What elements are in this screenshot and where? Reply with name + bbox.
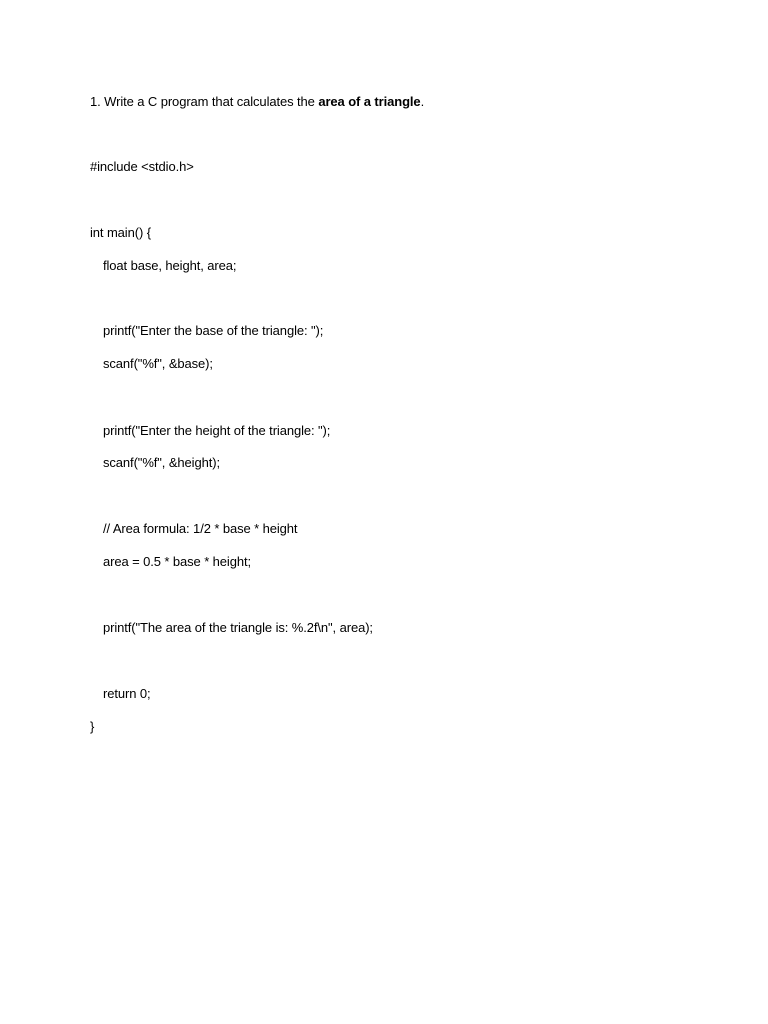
- code-line-printf-base: printf("Enter the base of the triangle: ");: [103, 323, 324, 338]
- code-line-main: int main() {: [90, 225, 151, 240]
- code-line-area-calc: area = 0.5 * base * height;: [103, 554, 251, 569]
- code-line-closing-brace: }: [90, 719, 95, 734]
- code-line-comment: // Area formula: 1/2 * base * height: [103, 521, 298, 536]
- code-line-printf-result: printf("The area of the triangle is: %.2f\n", area);: [103, 620, 373, 635]
- code-line-scanf-base: scanf("%f", &base);: [103, 356, 213, 371]
- code-line-return: return 0;: [103, 686, 151, 701]
- question-suffix: .: [420, 94, 425, 109]
- code-line-include: #include <stdio.h>: [90, 159, 194, 174]
- code-line-declaration: float base, height, area;: [103, 258, 237, 273]
- question-emphasis: area of a triangle: [318, 94, 421, 109]
- code-line-scanf-height: scanf("%f", &height);: [103, 455, 220, 470]
- question-prefix: 1. Write a C program that calculates the: [90, 94, 319, 109]
- code-line-printf-height: printf("Enter the height of the triangle: ");: [103, 423, 331, 438]
- question-text: [90, 94, 424, 110]
